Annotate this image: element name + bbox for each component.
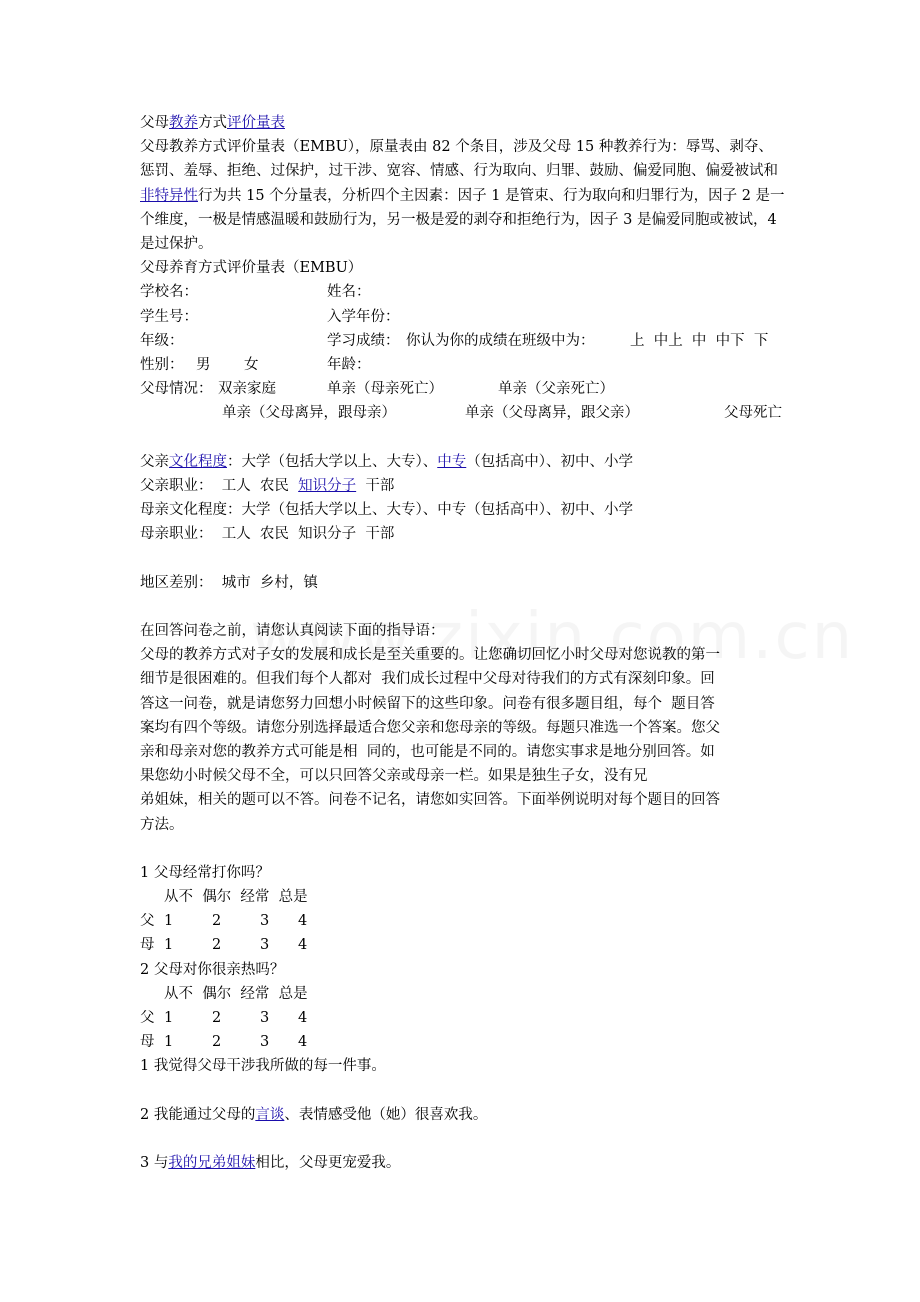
- family-opt-father-dead: 单亲（父亲死亡）: [498, 381, 614, 398]
- family-opt-divorced-father: 单亲（父母离异，跟父亲）: [465, 405, 639, 422]
- father-job-text: 干部: [356, 477, 395, 494]
- item-text: 、表情感受他（她）很喜欢我。: [284, 1106, 488, 1123]
- link-zhishi-fenzi[interactable]: 知识分子: [298, 477, 357, 494]
- form-row-gender: [140, 353, 790, 377]
- scale-value: 4: [298, 937, 308, 954]
- school-label: 学校名：: [140, 284, 198, 301]
- father-edu-text: ：大学（包括大学以上、大专）、: [227, 453, 438, 470]
- scale-value: 3: [260, 937, 270, 954]
- answer-scale-header: 从不 偶尔 经常 总是: [164, 985, 308, 1002]
- form-row-student: [140, 305, 790, 329]
- example-row-father-2: [140, 1006, 790, 1030]
- scale-value: 1: [164, 913, 174, 930]
- scale-value: 4: [298, 913, 308, 930]
- student-no-label: 学生号：: [140, 308, 198, 325]
- father-edu-text: 父亲: [140, 453, 169, 470]
- scale-value: 2: [212, 937, 222, 954]
- gender-label: 性别：: [140, 356, 184, 373]
- item-2: [140, 1103, 790, 1127]
- guide-line: 案均有四个等级。请您分别选择最适合您父亲和您母亲的等级。每题只准选一个答案。您父: [140, 719, 720, 736]
- example-row-father-1: [140, 909, 790, 933]
- scale-value: 1: [164, 937, 174, 954]
- scale-value: 3: [260, 913, 270, 930]
- form-heading: 父母养育方式评价量表（EMBU）: [140, 260, 363, 277]
- scale-value: 4: [298, 1034, 308, 1051]
- item-text: 2 我能通过父母的: [140, 1106, 256, 1123]
- link-xiongdi-jiemei[interactable]: 我的兄弟姐妹: [168, 1155, 256, 1172]
- row-label-father: 父: [140, 913, 155, 930]
- region: 地区差别： 城市 乡村，镇: [140, 574, 318, 591]
- guide-line: 方法。: [140, 816, 184, 833]
- father-education: [140, 450, 790, 474]
- item-text: 3 与: [140, 1155, 169, 1172]
- family-opt-both: 双亲家庭: [218, 381, 276, 398]
- item-1: 1 我觉得父母干涉我所做的每一件事。: [140, 1058, 386, 1075]
- scale-value: 4: [298, 1010, 308, 1027]
- link-jiaoyang[interactable]: 教养: [169, 115, 198, 131]
- father-job-text: 父亲职业： 工人 农民: [140, 477, 299, 494]
- document-body: [140, 111, 790, 1175]
- example-question-2: 2 父母对你很亲热吗？: [140, 961, 285, 978]
- year-label: 入学年份：: [327, 308, 400, 325]
- link-zhongzhuan[interactable]: 中专: [437, 453, 467, 470]
- example-header-2: [140, 982, 790, 1006]
- row-label-father: 父: [140, 1010, 155, 1027]
- guide-line: 答这一问卷，就是请您努力回想小时候留下的这些印象。问卷有很多题目组，每个 题目答: [140, 695, 715, 712]
- score-options: 上 中上 中 中下 下: [630, 332, 769, 349]
- example-header-1: [140, 885, 790, 909]
- intro-paragraph: [140, 135, 785, 256]
- example-row-mother-2: [140, 1030, 790, 1054]
- family-opt-parents-dead: 父母死亡: [724, 405, 782, 422]
- form-row-family: [140, 377, 790, 401]
- score-label: 学习成绩：: [327, 332, 400, 349]
- item-3: [140, 1151, 790, 1175]
- scale-value: 3: [260, 1010, 270, 1027]
- scale-value: 2: [212, 1010, 222, 1027]
- scale-value: 3: [260, 1034, 270, 1051]
- father-edu-text: （包括高中）、初中、小学: [466, 453, 633, 470]
- mother-occupation: 母亲职业： 工人 农民 知识分子 干部: [140, 526, 395, 543]
- intro-text: 行为共 15 个分量表，分析四个主因素：因子 1 是管束、行为取向和归罪行为，因子 2 是一个维度，一极是情感温暖和鼓励行为，另一极是爱的剥夺和拒绝行为，因子 3 是偏爱同胞或被试，4 是过保护。: [140, 187, 785, 252]
- gender-male: 男: [196, 356, 211, 373]
- guide-line: 弟姐妹，相关的题可以不答。问卷不记名，请您如实回答。下面举例说明对每个题目的回答: [140, 792, 720, 809]
- example-question-1: 1 父母经常打你吗？: [140, 864, 270, 881]
- scale-value: 2: [212, 913, 222, 930]
- form-row-grade: [140, 329, 790, 353]
- guide-line: 父母的教养方式对子女的发展和成长是至关重要的。让您确切回忆小时父母对您说教的第一: [140, 647, 720, 664]
- guide-heading: 在回答问卷之前，请您认真阅读下面的指导语：: [140, 623, 445, 640]
- row-label-mother: 母: [140, 1034, 155, 1051]
- scale-value: 2: [212, 1034, 222, 1051]
- answer-scale-header: 从不 偶尔 经常 总是: [164, 889, 308, 906]
- form-row-family-2: [140, 401, 790, 425]
- title-text: 父母: [140, 115, 169, 131]
- title-text: 方式: [198, 115, 227, 131]
- family-label: 父母情况：: [140, 381, 213, 398]
- name-label: 姓名：: [327, 284, 371, 301]
- scale-value: 1: [164, 1010, 174, 1027]
- item-text: 相比，父母更宠爱我。: [255, 1155, 401, 1172]
- mother-education: 母亲文化程度：大学（包括大学以上、大专）、中专（包括高中）、初中、小学: [140, 502, 633, 519]
- link-yantan[interactable]: 言谈: [255, 1106, 285, 1123]
- row-label-mother: 母: [140, 937, 155, 954]
- link-wenhua-chengdu[interactable]: 文化程度: [169, 453, 227, 470]
- age-label: 年龄：: [327, 356, 371, 373]
- gender-female: 女: [244, 356, 259, 373]
- intro-text: 父母教养方式评价量表（EMBU），原量表由 82 个条目，涉及父母 15 种教养行为：辱骂、剥夺、惩罚、羞辱、拒绝、过保护，过干涉、宽容、情感、行为取向、归罪、鼓励、偏爱同胞、偏爱被试和: [140, 139, 778, 180]
- example-row-mother-1: [140, 933, 790, 957]
- guide-line: 细节是很困难的。但我们每个人都对 我们成长过程中父母对待我们的方式有深刻印象。回: [140, 671, 715, 688]
- family-opt-mother-dead: 单亲（母亲死亡）: [327, 381, 443, 398]
- link-fei-teyixing[interactable]: 非特异性: [140, 187, 198, 204]
- grade-label: 年级：: [140, 332, 184, 349]
- scale-value: 1: [164, 1034, 174, 1051]
- link-pingjia-liangbiao[interactable]: 评价量表: [227, 115, 285, 131]
- guide-line: 亲和母亲对您的教养方式可能是相 同的，也可能是不同的。请您实事求是地分别回答。如: [140, 743, 715, 760]
- guide-line: 果您幼小时候父母不全，可以只回答父亲或母亲一栏。如果是独生子女，没有兄: [140, 768, 648, 785]
- score-question: 你认为你的成绩在班级中为：: [406, 332, 595, 349]
- father-occupation: [140, 474, 790, 498]
- family-opt-divorced-mother: 单亲（父母离异，跟母亲）: [222, 405, 396, 422]
- form-row-school: [140, 280, 790, 304]
- doc-title: [140, 111, 790, 135]
